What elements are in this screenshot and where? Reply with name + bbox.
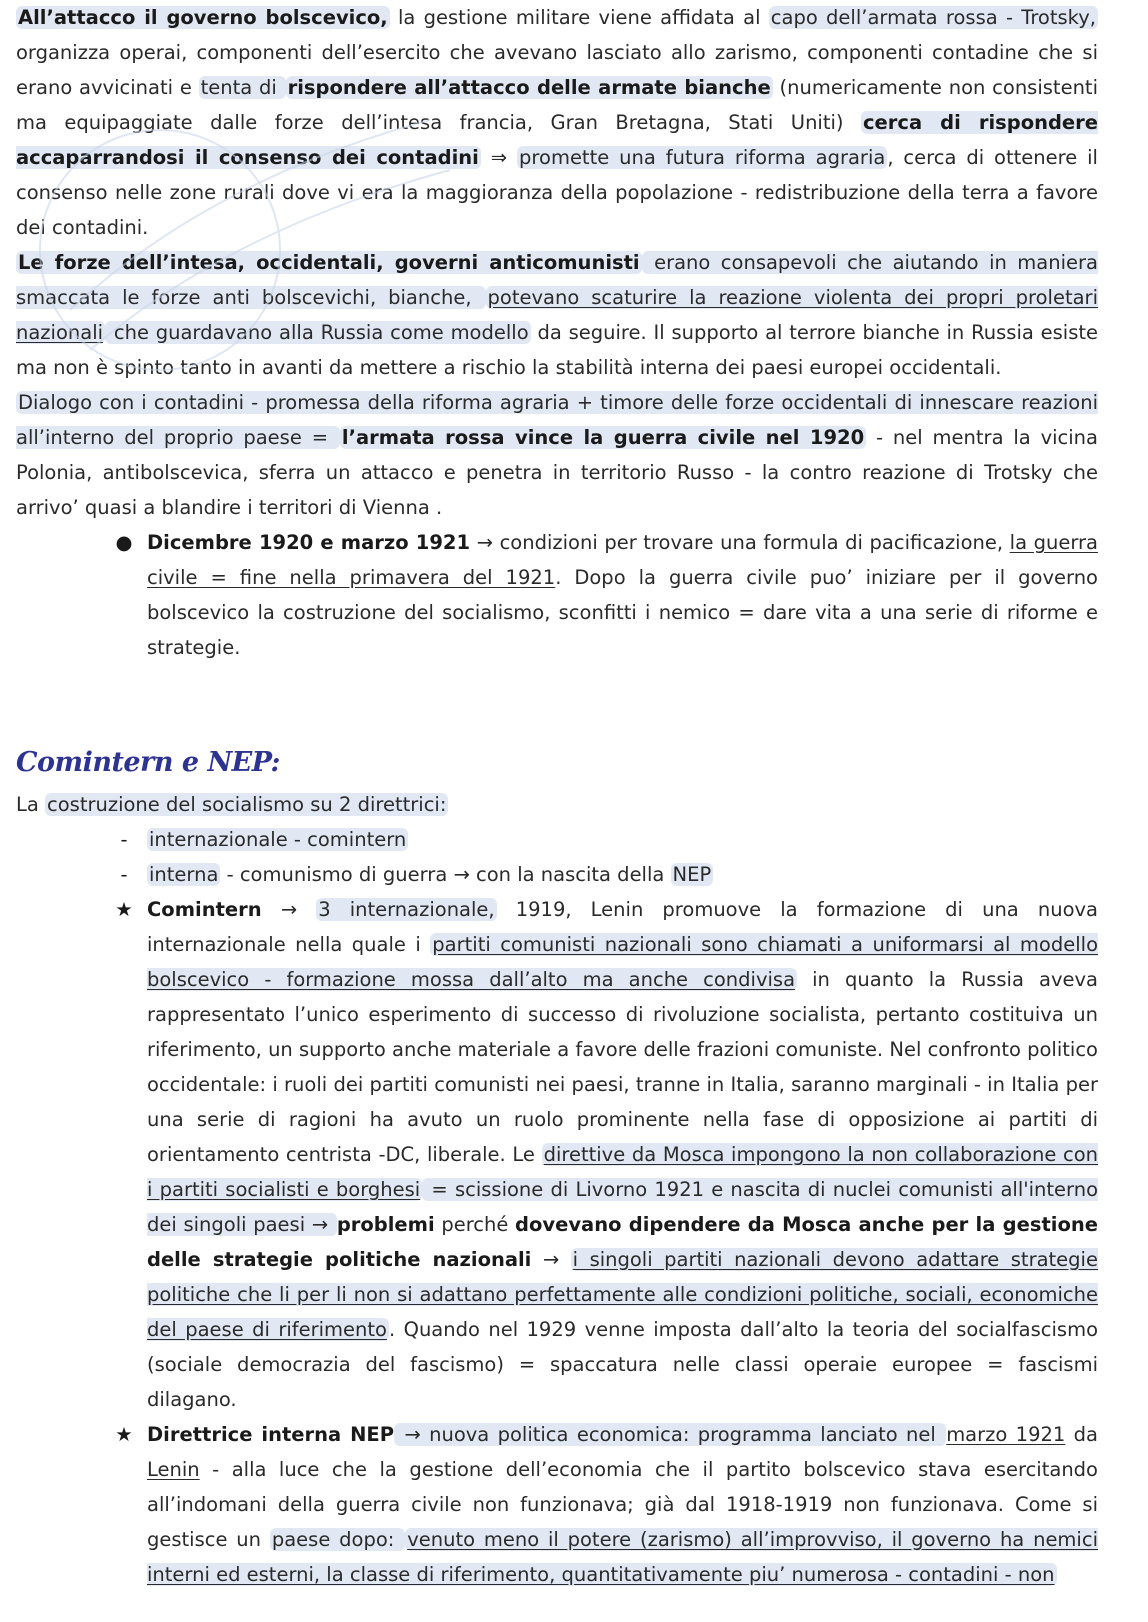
text-span: → condizioni per trovare una formula di pacificazione, <box>470 531 1010 554</box>
underlined-highlight: partiti comunisti nazionali sono chiamati a uniformarsi al modello bolscevico - formazione mossa dall’alto ma anche condivisa <box>147 933 1098 991</box>
highlight-span: paese dopo: <box>271 1528 404 1551</box>
list-item-internal <box>16 857 1098 892</box>
underlined-highlight: direttive da Mosca impongono la non collaborazione con i partiti socialisti e borghesi <box>147 1143 1098 1201</box>
text-span: . Dopo la guerra civile puo’ iniziare per il governo bolscevico la costruzione del socialismo, sconfitti i nemico = dare vita a una serie di riforme e strategie. <box>147 566 1098 659</box>
highlight-span: tenta di <box>200 76 284 99</box>
text-span: . Quando nel 1929 venne imposta dall’alto la teoria del socialfascismo (sociale democrazia del fascismo) = spaccatura nelle classi operaie europee = fascismi dilagano. <box>147 1318 1098 1411</box>
list-item-text <box>147 857 1098 892</box>
paragraph-red-army-victory <box>16 385 1098 525</box>
bold-highlight: All’attacco il governo bolscevico, <box>18 6 388 29</box>
dash-marker: - <box>120 828 128 851</box>
star-item-nep <box>16 1417 1098 1592</box>
bold-span: problemi <box>336 1213 435 1236</box>
bullet-text <box>147 525 1098 665</box>
highlight-span: che guardavano alla Russia come modello <box>107 321 529 344</box>
implies-arrow: ⇒ <box>480 146 518 169</box>
paragraph-bolshevik-response <box>16 0 1098 245</box>
highlight-span: interna <box>149 863 219 886</box>
highlight-span: costruzione del socialismo su 2 direttrici: <box>47 793 447 816</box>
underlined-highlight: venuto meno il potere (zarismo) all’improvviso, il governo ha nemici interni ed esterni, la classe di riferimento, quantitativamente piu’ numerosa - contadini - non <box>147 1528 1098 1586</box>
bullet-icon: ● <box>115 531 133 554</box>
text-span: da <box>1065 1423 1098 1446</box>
star-icon: ★ <box>115 1423 133 1446</box>
text-span: in quanto la Russia aveva rappresentato l’unico esperimento di successo di rivoluzione socialista, pertanto costituiva un riferimento, un supporto anche materiale a favore delle frazioni comuniste. Nel confronto politico occidentale: i ruoli dei partiti comunisti nei paesi, tranne in Italia, saranno marginali - in Italia per una serie di ragioni ha avuto un ruolo prominente nella fase di opposizione ai partiti di orientamento centrista -DC, liberale. Le <box>147 968 1099 1166</box>
section-heading: Comintern e NEP: <box>16 747 281 778</box>
star-item-text <box>147 892 1098 1417</box>
section-spacer <box>16 665 1098 743</box>
underlined-span: la guerra civile = fine nella primavera del 1921 <box>147 531 1098 589</box>
bold-span: Dicembre 1920 e marzo 1921 <box>147 531 471 554</box>
underlined-highlight: potevano scaturire la reazione violenta dei propri proletari nazionali <box>16 286 1098 344</box>
underlined-span: marzo 1921 <box>946 1423 1066 1446</box>
bold-span: dovevano dipendere da Mosca anche per la gestione delle strategie politiche nazionali <box>147 1213 1098 1271</box>
text-span: La <box>16 793 46 816</box>
arrow-span: → <box>261 898 317 921</box>
text-span: - comunismo di guerra → con la nascita della <box>220 863 671 886</box>
highlight-span: → nuova politica economica: programma lanciato nel <box>396 1423 945 1446</box>
text-span: la gestione militare viene affidata al <box>389 6 769 29</box>
text-span: organizza operai, componenti dell’esercito che avevano lasciato allo zarismo, componenti contadine che si erano avvicinati e <box>16 41 1098 99</box>
highlight-span: = scissione di Livorno 1921 e nascita di nuclei comunisti all'interno dei singoli paesi → <box>147 1178 1098 1236</box>
text-span: - nel mentra la vicina Polonia, antibolscevica, sferra un attacco e penetra in territorio Russo - la contro reazione di Trotsky che arrivo’ quasi a blandire i territori di Vienna . <box>16 426 1098 519</box>
highlight-span: 3 internazionale, <box>318 898 495 921</box>
underlined-highlight: i singoli partiti nazionali devono adattare strategie politiche che li per li non si adattano perfettamente alle condizioni politiche, sociali, economiche del paese di riferimento <box>147 1248 1098 1341</box>
list-item-text <box>147 822 1098 857</box>
underlined-span: Lenin <box>147 1458 200 1481</box>
dash-marker: - <box>120 863 128 886</box>
arrow-span: → <box>531 1248 571 1271</box>
text-span: da seguire. Il supporto al terrore bianche in Russia esiste ma non è spinto tanto in avanti da mettere a rischio la stabilità interna dei paesi europei occidentali. <box>16 321 1098 379</box>
highlight-span: Dialogo con i contadini - promessa della riforma agraria + timore delle forze occidentali di innescare reazioni all’interno del proprio paese = <box>16 391 1098 449</box>
star-icon: ★ <box>115 898 133 921</box>
bold-highlight: Le forze dell’intesa, occidentali, governi anticomunisti <box>18 251 640 274</box>
text-span: 1919, Lenin promuove la formazione di una nuova internazionale nella quale i <box>147 898 1098 956</box>
highlight-span: NEP <box>672 863 712 886</box>
highlight-span: internazionale - comintern <box>149 828 407 851</box>
highlight-span: promette una futura riforma agraria <box>519 146 886 169</box>
text-span: perché <box>434 1213 516 1236</box>
list-item-international <box>16 822 1098 857</box>
bullet-item-pacification <box>16 525 1098 665</box>
bold-highlight: cerca di rispondere accaparrandosi il consenso dei contadini <box>16 111 1099 169</box>
star-item-comintern <box>16 892 1098 1417</box>
star-item-text <box>147 1417 1098 1592</box>
bold-highlight: rispondere all’attacco delle armate bianche <box>287 76 771 99</box>
bold-highlight: l’armata rossa vince la guerra civile nel 1920 <box>341 426 865 449</box>
text-span: , cerca di ottenere il consenso nelle zone rurali dove vi era la maggioranza della popolazione - redistribuzione della terra a favore dei contadini. <box>16 146 1098 239</box>
bold-span: Comintern <box>147 898 262 921</box>
paragraph-entente-forces <box>16 245 1098 385</box>
highlight-span: erano consapevoli che aiutando in maniera smaccata le forze anti bolscevichi, bianche, <box>16 251 1098 309</box>
highlight-span: capo dell’armata rossa - Trotsky, <box>770 6 1096 29</box>
text-span: (numericamente non consistenti ma equipaggiate dalle forze dell’intesa francia, Gran Bretagna, Stati Uniti) <box>16 76 1098 134</box>
bold-span: Direttrice interna NEP <box>147 1423 395 1446</box>
paragraph-intro <box>16 787 1098 822</box>
text-span: - alla luce che la gestione dell’economia che il partito bolscevico stava esercitando all’indomani della guerra civile non funzionava; già dal 1918-1919 non funzionava. Come si gestisce un <box>147 1458 1098 1551</box>
